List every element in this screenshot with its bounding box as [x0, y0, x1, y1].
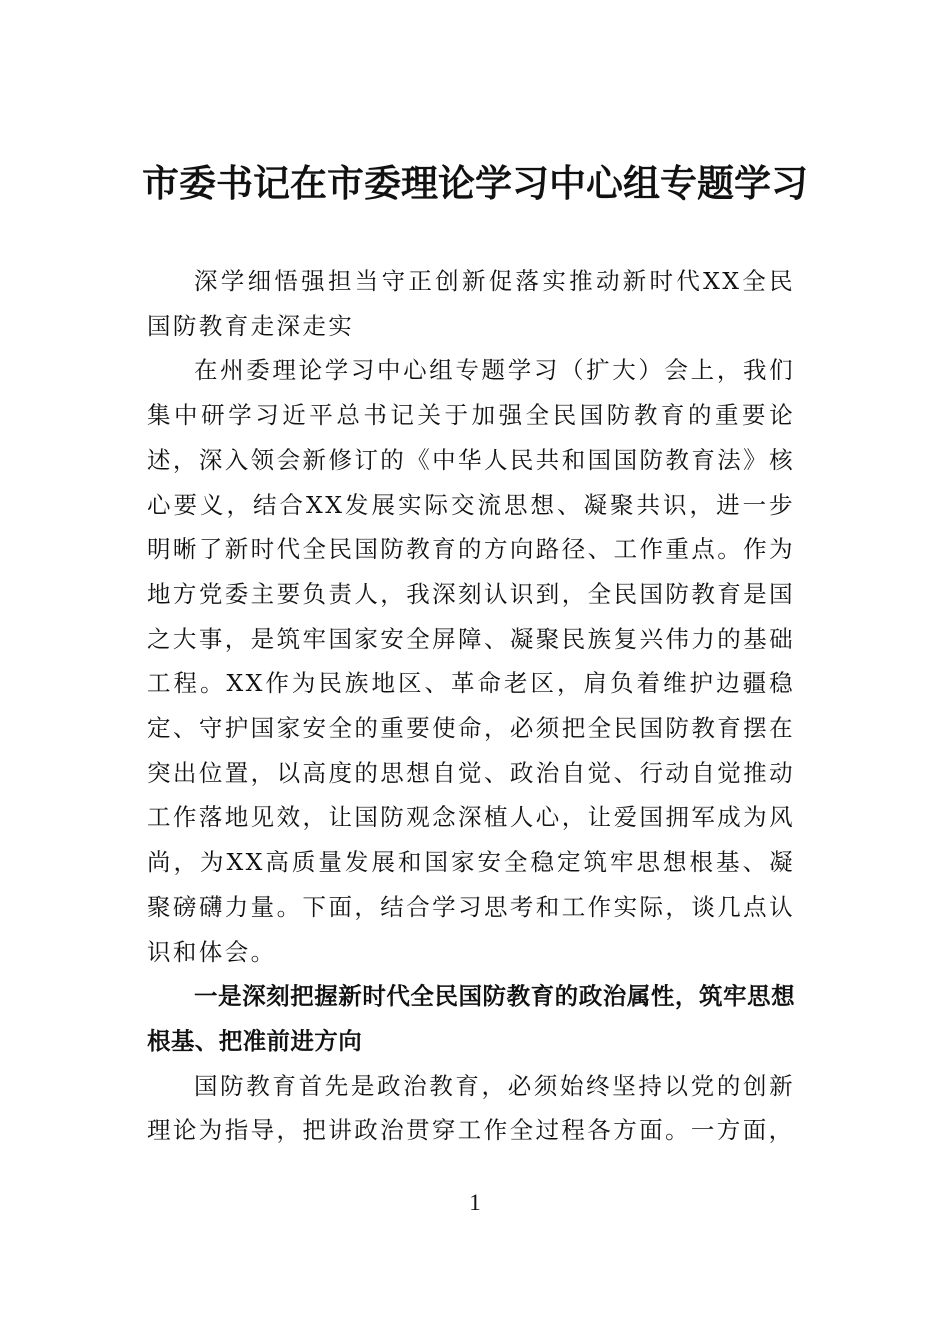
intro-paragraph: 在州委理论学习中心组专题学习（扩大）会上，我们集中研学习近平总书记关于加强全民国防教育的重要论述，深入领会新修订的《中华人民共和国国防教育法》核心要义，结合XX发展实际交流思想、凝聚共识，进一步明晰了新时代全民国防教育的方向路径、工作重点。作为地方党委主要负责人，我深刻认识到，全民国防教育是国之大事，是筑牢国家安全屏障、凝聚民族复兴伟力的基础工程。XX作为民族地区、革命老区，肩负着维护边疆稳定、守护国家安全的重要使命，必须把全民国防教育摆在突出位置，以高度的思想自觉、政治自觉、行动自觉推动工作落地见效，让国防观念深植人心，让爱国拥军成为风尚，为XX高质量发展和国家安全稳定筑牢思想根基、凝聚磅礴力量。下面，结合学习思考和工作实际，谈几点认识和体会。: [147, 356, 795, 966]
section-heading: 一是深刻把握新时代全民国防教育的政治属性，筑牢思想根基、把准前进方向: [147, 982, 795, 1055]
page-number: 1: [469, 1190, 481, 1215]
document-title: 市委书记在市委理论学习中心组专题学习: [142, 161, 808, 205]
subtitle-paragraph: 深学细悟强担当守正创新促落实推动新时代XX全民国防教育走深走实: [147, 267, 795, 340]
document-body: [147, 259, 795, 1153]
section-paragraph: 国防教育首先是政治教育，必须始终坚持以党的创新理论为指导，把讲政治贯穿工作全过程各方面。一方面，: [147, 1071, 795, 1145]
